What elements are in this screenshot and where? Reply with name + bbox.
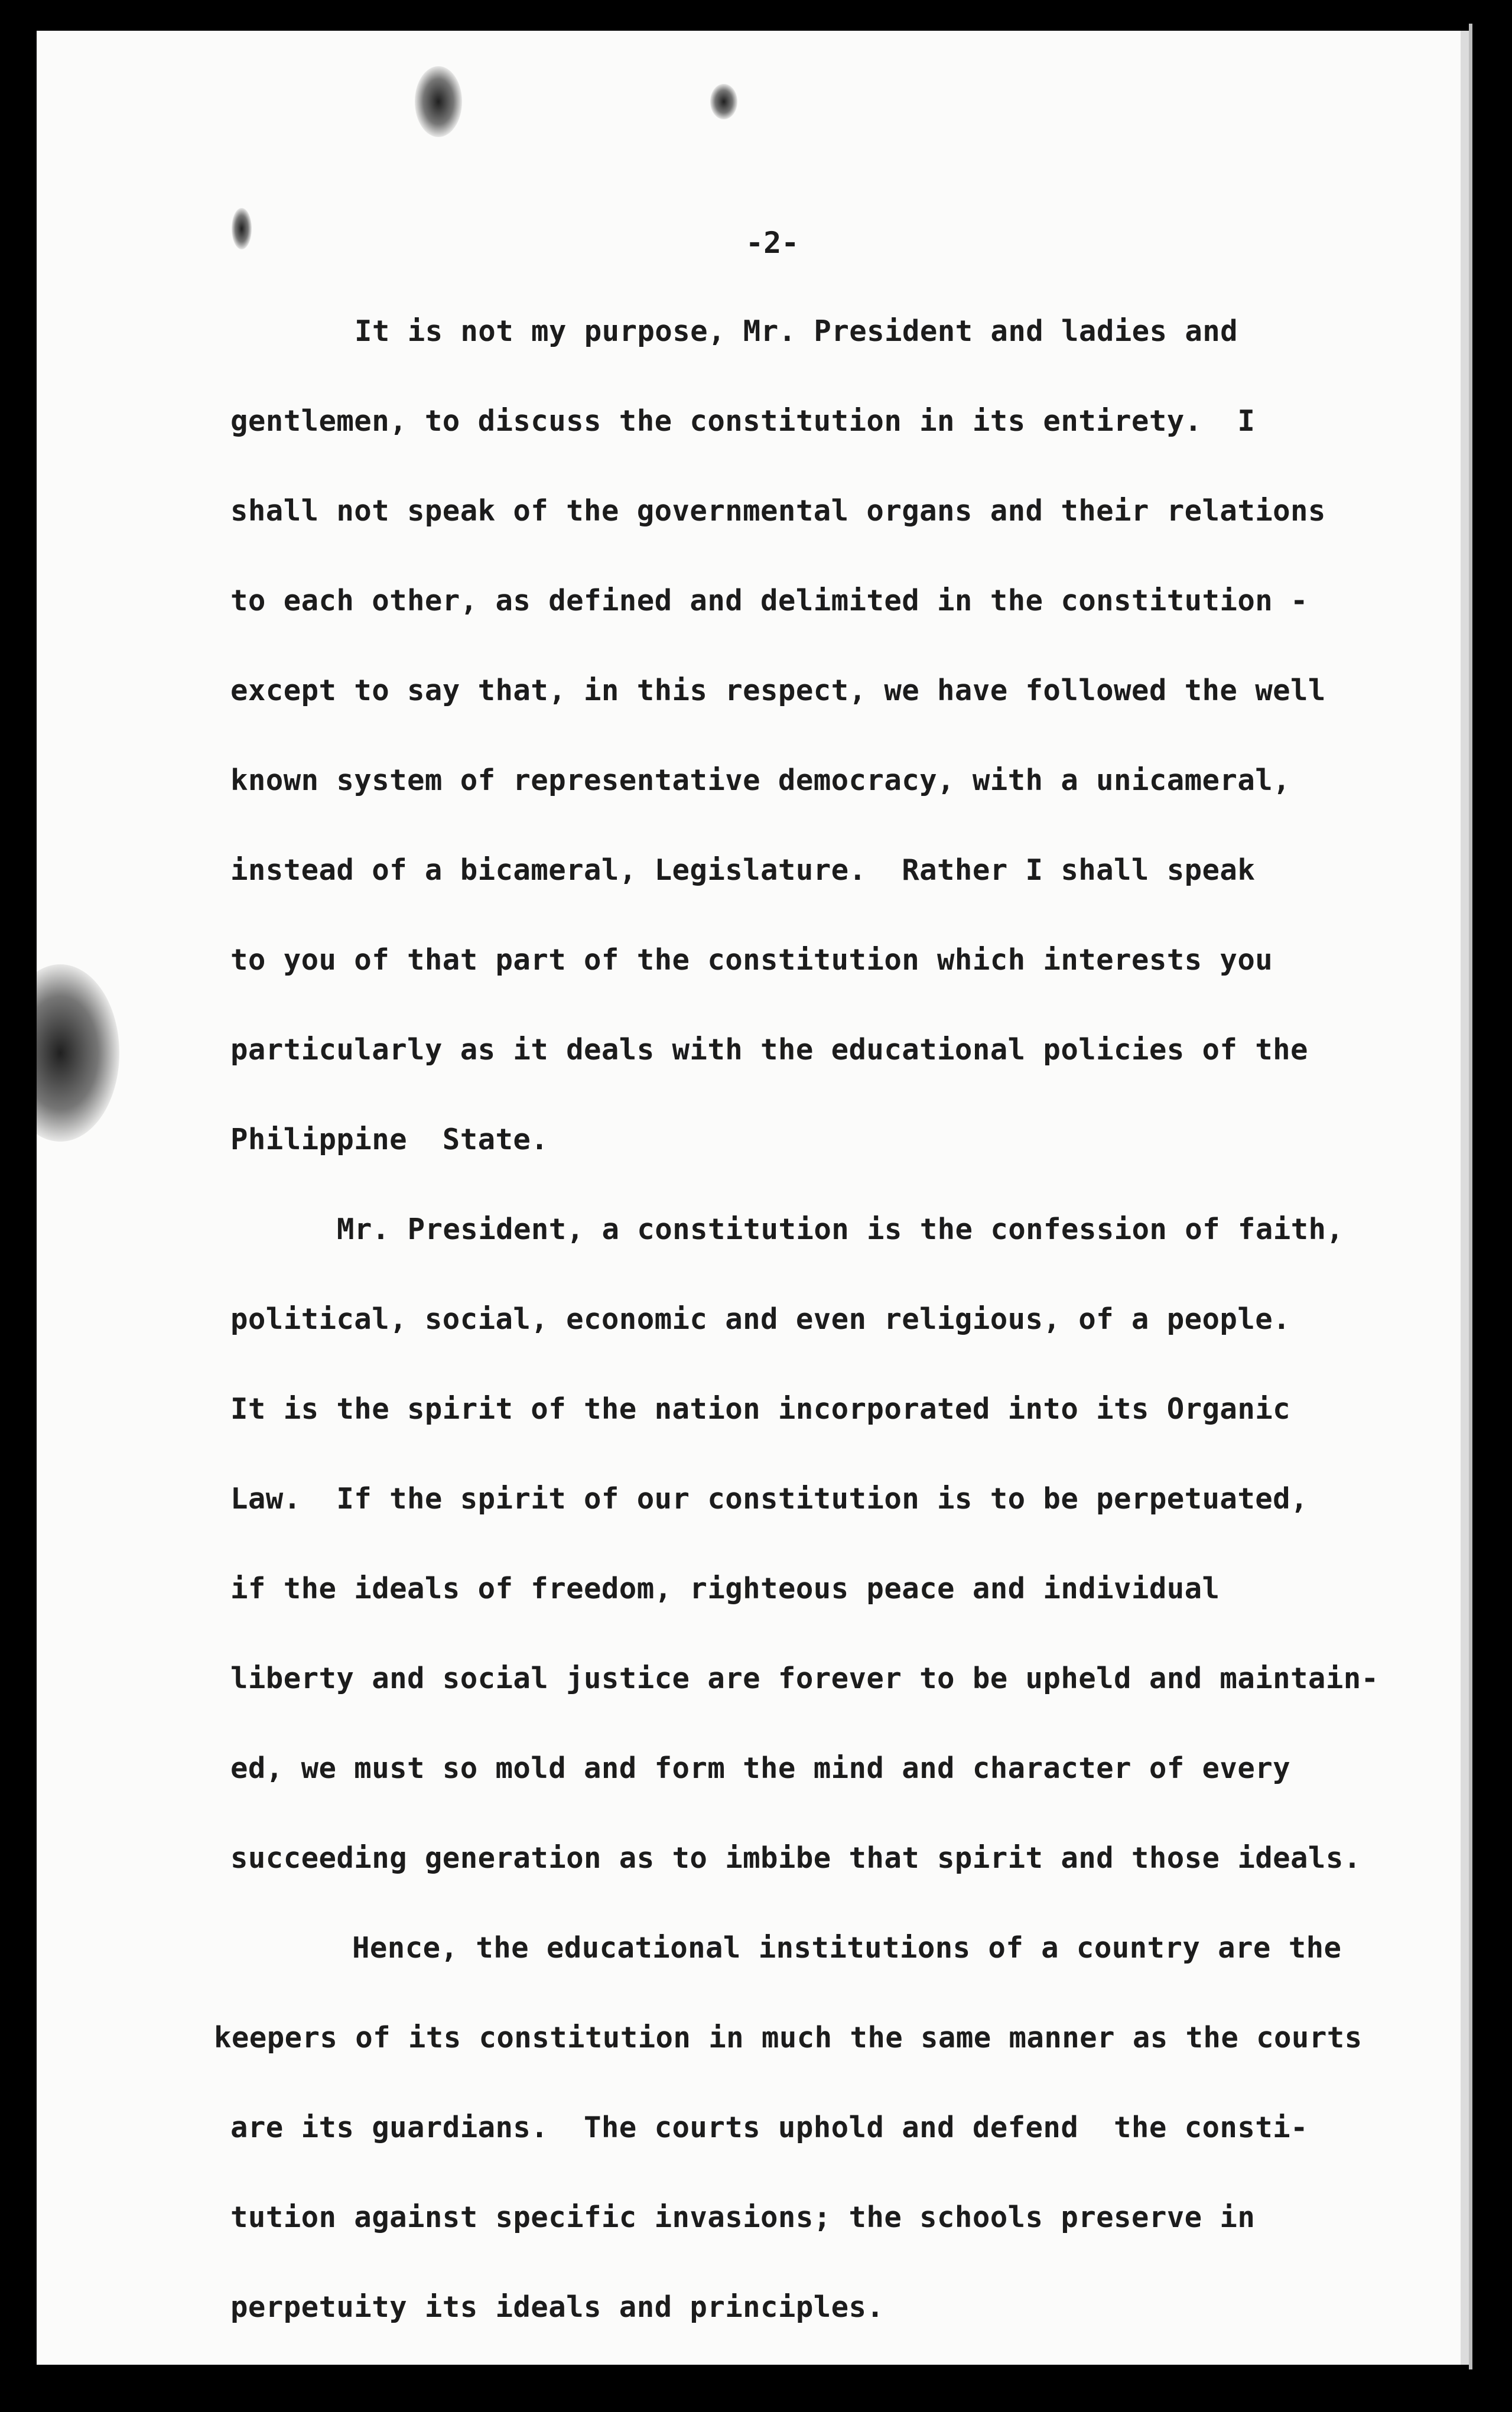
page-edge-underlying	[1469, 24, 1472, 2369]
body-line-19: Hence, the educational institutions of a country are the	[352, 1931, 1342, 1965]
body-line-22: tution against specific invasions; the schools preserve in	[230, 2200, 1256, 2234]
body-line-11: Mr. President, a constitution is the confession of faith,	[337, 1212, 1344, 1246]
body-line-15: if the ideals of freedom, righteous peace and individual	[230, 1572, 1220, 1605]
body-line-5: except to say that, in this respect, we have followed the well	[230, 674, 1326, 707]
body-line-17: ed, we must so mold and form the mind and character of every	[230, 1751, 1291, 1785]
body-line-10: Philippine State.	[230, 1123, 549, 1156]
body-line-18: succeeding generation as to imbibe that spirit and those ideals.	[230, 1841, 1361, 1875]
page-number: -2-	[746, 226, 799, 260]
body-line-20: keepers of its constitution in much the same manner as the courts	[214, 2021, 1363, 2055]
body-line-3: shall not speak of the governmental organs and their relations	[230, 494, 1326, 528]
body-line-14: Law. If the spirit of our constitution is to be perpetuated,	[230, 1482, 1308, 1516]
ink-smudge-corner	[232, 208, 252, 249]
body-line-23: perpetuity its ideals and principles.	[230, 2290, 885, 2324]
ink-smudge-top-left	[415, 66, 462, 137]
body-line-7: instead of a bicameral, Legislature. Rather I shall speak	[230, 853, 1256, 887]
body-line-2: gentlemen, to discuss the constitution in its entirety. I	[230, 404, 1256, 438]
body-line-4: to each other, as defined and delimited in the constitution -	[230, 584, 1308, 617]
body-line-1: It is not my purpose, Mr. President and ladies and	[355, 314, 1238, 348]
document-page	[37, 31, 1461, 2365]
body-line-16: liberty and social justice are forever to be upheld and maintain-	[230, 1662, 1379, 1695]
body-line-12: political, social, economic and even religious, of a people.	[230, 1302, 1291, 1336]
ink-smudge-left-margin	[37, 964, 119, 1142]
body-line-6: known system of representative democracy, with a unicameral,	[230, 763, 1291, 797]
body-line-9: particularly as it deals with the educational policies of the	[230, 1033, 1308, 1067]
ink-smudge-top-right	[710, 84, 737, 119]
body-line-21: are its guardians. The courts uphold and defend the consti-	[230, 2111, 1308, 2144]
page-edge	[1461, 31, 1469, 2365]
body-line-8: to you of that part of the constitution which interests you	[230, 943, 1273, 977]
body-line-13: It is the spirit of the nation incorporated into its Organic	[230, 1392, 1291, 1426]
